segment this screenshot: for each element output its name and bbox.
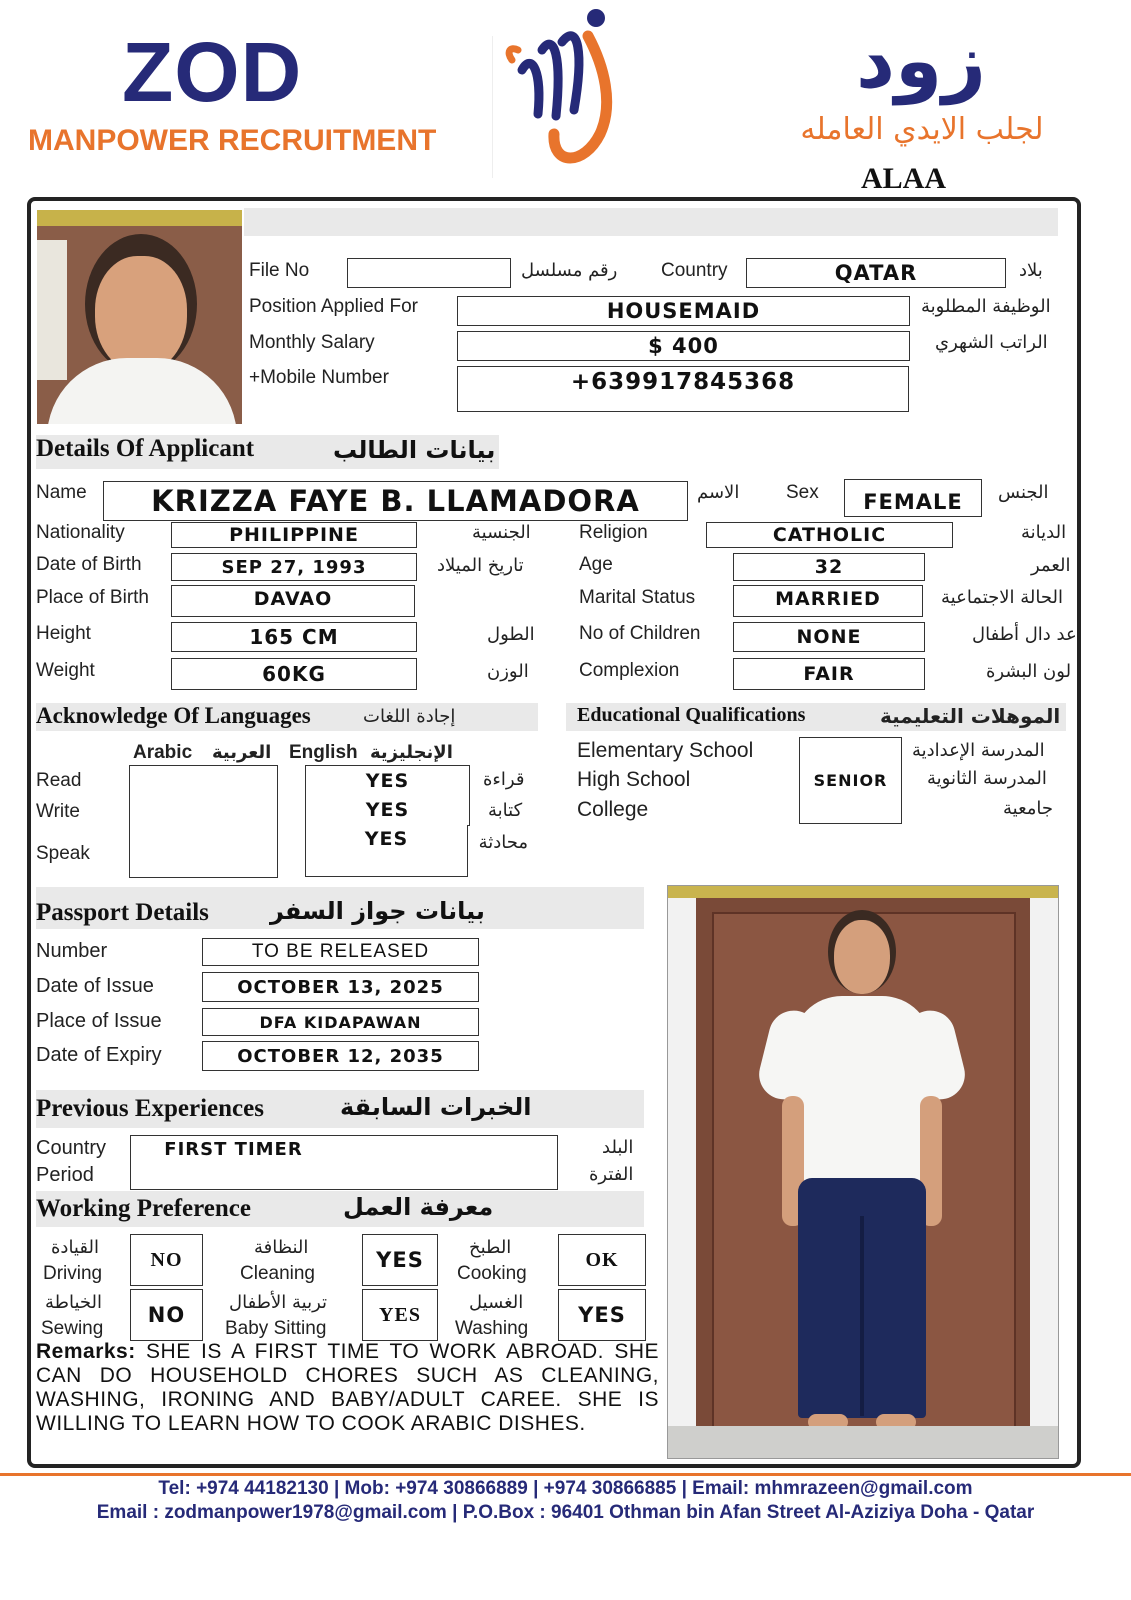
cleaning-cell: YES	[362, 1234, 438, 1286]
religion-label: Religion	[579, 522, 648, 543]
remarks-text: SHE IS A FIRST TIME TO WORK ABROAD. SHE CAN DO HOUSEHOLD CHORES SUCH AS CLEANING, WASHING, IRONING AND BABY/ADULT CAREE. SHE IS WILLING TO LEARN HOW TO COOK ARABIC DISHES.	[36, 1340, 659, 1435]
weight-field: 60KG	[171, 658, 417, 690]
write-label: Write	[36, 801, 80, 822]
name-label-arabic: الاسم	[697, 482, 740, 503]
children-label: No of Children	[579, 623, 701, 644]
arabic-write-cell	[129, 795, 278, 826]
age-field: 32	[733, 553, 925, 581]
mobile-label: +Mobile Number	[249, 367, 389, 388]
position-field: HOUSEMAID	[457, 296, 910, 326]
high-school-cell: SENIOR	[799, 765, 902, 796]
college-label-arabic: جامعية	[1003, 798, 1054, 819]
applicant-portrait-photo	[37, 210, 242, 424]
elementary-label: Elementary School	[577, 739, 754, 762]
sewing-label: Sewing	[41, 1318, 104, 1339]
passport-expiry-field: OCTOBER 12, 2035	[202, 1041, 479, 1071]
sewing-label-arabic: الخياطة	[45, 1292, 102, 1313]
passport-section-title: Passport Details	[36, 899, 209, 926]
agent-name: ALAA	[861, 162, 947, 195]
passport-expiry-label: Date of Expiry	[36, 1044, 162, 1066]
languages-section-title-arabic: إجادة اللغات	[363, 706, 456, 727]
religion-label-arabic: الديانة	[1021, 522, 1067, 543]
height-label-arabic: الطول	[487, 624, 535, 645]
experience-period-cell	[130, 1162, 337, 1190]
mobile-field: +639917845368	[457, 366, 909, 412]
country-label: Country	[661, 260, 728, 281]
marital-label: Marital Status	[579, 587, 696, 608]
arabic-column-label-arabic: العربية	[212, 742, 272, 763]
dob-label-arabic: تاريخ الميلاد	[437, 555, 524, 576]
english-column-label-arabic: الإنجليزية	[370, 742, 453, 763]
pob-field: DAVAO	[171, 585, 415, 617]
salary-field: $ 400	[457, 331, 910, 361]
footer-line-2: Email : zodmanpower1978@gmail.com | P.O.Box : 96401 Othman bin Afan Street Al-Aziziya Doha - Qatar	[96, 1502, 1035, 1523]
baby-sitting-label-arabic: تربية الأطفال	[229, 1292, 328, 1313]
passport-number-label: Number	[36, 940, 108, 962]
education-section-title: Educational Qualifications	[577, 704, 806, 726]
passport-place-label: Place of Issue	[36, 1010, 162, 1032]
nationality-label: Nationality	[36, 522, 125, 543]
name-field: KRIZZA FAYE B. LLAMADORA	[103, 481, 688, 521]
experience-period-label-arabic: الفترة	[589, 1164, 634, 1185]
english-read-cell: YES	[305, 765, 470, 797]
position-label: Position Applied For	[249, 296, 418, 317]
preference-section-title-arabic: معرفة العمل	[343, 1193, 494, 1221]
cooking-label: Cooking	[457, 1263, 527, 1284]
brand-name-arabic: زود	[856, 16, 986, 105]
applicant-section-title: Details Of Applicant	[36, 435, 255, 462]
sex-field: FEMALE	[844, 479, 982, 517]
elementary-cell	[799, 737, 902, 767]
age-label-arabic: العمر	[1031, 555, 1071, 576]
salary-label-arabic: الراتب الشهري	[935, 332, 1048, 353]
preference-section-title: Working Preference	[36, 1195, 251, 1222]
driving-cell: NO	[130, 1234, 203, 1286]
write-label-arabic: كتابة	[488, 800, 523, 821]
sex-label: Sex	[786, 482, 819, 503]
baby-sitting-cell: YES	[362, 1289, 438, 1341]
elementary-label-arabic: المدرسة الإعدادية	[912, 740, 1045, 761]
passport-section-title-arabic: بيانات جواز السفر	[270, 897, 485, 925]
experience-section-title: Previous Experiences	[36, 1095, 264, 1122]
arabic-column-label: Arabic	[133, 742, 193, 763]
experience-period-label: Period	[36, 1164, 94, 1186]
passport-place-field: DFA KIDAPAWAN	[202, 1008, 479, 1036]
file-no-label: File No	[249, 260, 310, 281]
washing-cell: YES	[558, 1289, 646, 1341]
experience-country-label: Country	[36, 1137, 107, 1159]
speak-label-arabic: محادثة	[478, 832, 528, 853]
education-section-title-arabic: الموهلات التعليمية	[880, 704, 1061, 728]
experience-section-title-arabic: الخبرات السابقة	[340, 1093, 532, 1121]
arabic-read-cell	[129, 765, 278, 797]
english-speak-cell: YES	[305, 825, 468, 877]
company-logo-icon	[492, 6, 642, 178]
remarks-label: Remarks:	[36, 1340, 136, 1363]
read-label-arabic: قراءة	[483, 769, 525, 790]
file-no-field	[347, 258, 511, 288]
baby-sitting-label: Baby Sitting	[225, 1318, 327, 1339]
country-field: QATAR	[746, 258, 1006, 288]
complexion-label-arabic: لون البشرة	[986, 661, 1072, 682]
header	[0, 0, 1131, 200]
weight-label: Weight	[36, 660, 95, 681]
brand-subtitle-arabic: لجلب الايدي العامله	[800, 112, 1044, 147]
sex-label-arabic: الجنس	[998, 482, 1049, 503]
children-label-arabic: عد دال أطفال	[972, 624, 1077, 645]
english-write-cell: YES	[305, 795, 470, 826]
complexion-field: FAIR	[733, 658, 925, 690]
country-label-arabic: بلاد	[1019, 260, 1043, 281]
experience-country-label-arabic: البلد	[602, 1137, 634, 1158]
washing-label-arabic: الغسيل	[469, 1292, 524, 1313]
high-school-label: High School	[577, 768, 691, 791]
cooking-cell: OK	[558, 1234, 646, 1286]
cleaning-label-arabic: النظافة	[254, 1237, 309, 1258]
cooking-label-arabic: الطبخ	[469, 1237, 512, 1258]
nationality-label-arabic: الجنسية	[472, 522, 531, 543]
experience-country-cell: FIRST TIMER	[130, 1135, 337, 1164]
footer-divider	[0, 1473, 1131, 1476]
marital-label-arabic: الحالة الاجتماعية	[941, 587, 1063, 608]
footer-line-1: Tel: +974 44182130 | Mob: +974 30866889 | +974 30866885 | Email: mhmrazeen@gmail.com	[158, 1478, 973, 1499]
driving-label-arabic: القيادة	[51, 1237, 99, 1258]
dob-field: SEP 27, 1993	[171, 553, 417, 581]
cleaning-label: Cleaning	[240, 1263, 315, 1284]
brand-subtitle: MANPOWER RECRUITMENT	[28, 124, 437, 157]
arabic-speak-cell	[129, 825, 278, 878]
file-no-label-arabic: رقم مسلسل	[521, 260, 618, 281]
remarks-block	[36, 1340, 659, 1436]
passport-issue-label: Date of Issue	[36, 975, 154, 997]
pob-label: Place of Birth	[36, 587, 149, 608]
height-field: 165 CM	[171, 622, 417, 652]
name-label: Name	[36, 482, 87, 503]
brand-name: ZOD	[122, 25, 303, 119]
height-label: Height	[36, 623, 91, 644]
washing-label: Washing	[455, 1318, 529, 1339]
children-field: NONE	[733, 622, 925, 652]
top-band	[244, 208, 1058, 236]
nationality-field: PHILIPPINE	[171, 522, 417, 548]
driving-label: Driving	[43, 1263, 103, 1284]
passport-issue-field: OCTOBER 13, 2025	[202, 972, 479, 1002]
age-label: Age	[579, 554, 613, 575]
applicant-section-title-arabic: بيانات الطالب	[333, 436, 496, 464]
experience-country-cell-2	[335, 1135, 558, 1164]
english-column-label: English	[289, 742, 358, 763]
sewing-cell: NO	[130, 1289, 203, 1341]
high-school-label-arabic: المدرسة الثانوية	[927, 768, 1047, 789]
dob-label: Date of Birth	[36, 554, 142, 575]
read-label: Read	[36, 770, 82, 791]
languages-section-title: Acknowledge Of Languages	[36, 703, 311, 728]
position-label-arabic: الوظيفة المطلوبة	[921, 296, 1051, 317]
college-cell	[799, 795, 902, 824]
weight-label-arabic: الوزن	[487, 661, 529, 682]
applicant-full-body-photo	[667, 885, 1059, 1459]
experience-period-cell-2	[335, 1162, 558, 1190]
college-label: College	[577, 798, 649, 821]
passport-number-field: TO BE RELEASED	[202, 938, 479, 966]
complexion-label: Complexion	[579, 660, 680, 681]
speak-label: Speak	[36, 843, 90, 864]
marital-field: MARRIED	[733, 585, 923, 617]
religion-field: CATHOLIC	[706, 522, 953, 548]
salary-label: Monthly Salary	[249, 332, 375, 353]
